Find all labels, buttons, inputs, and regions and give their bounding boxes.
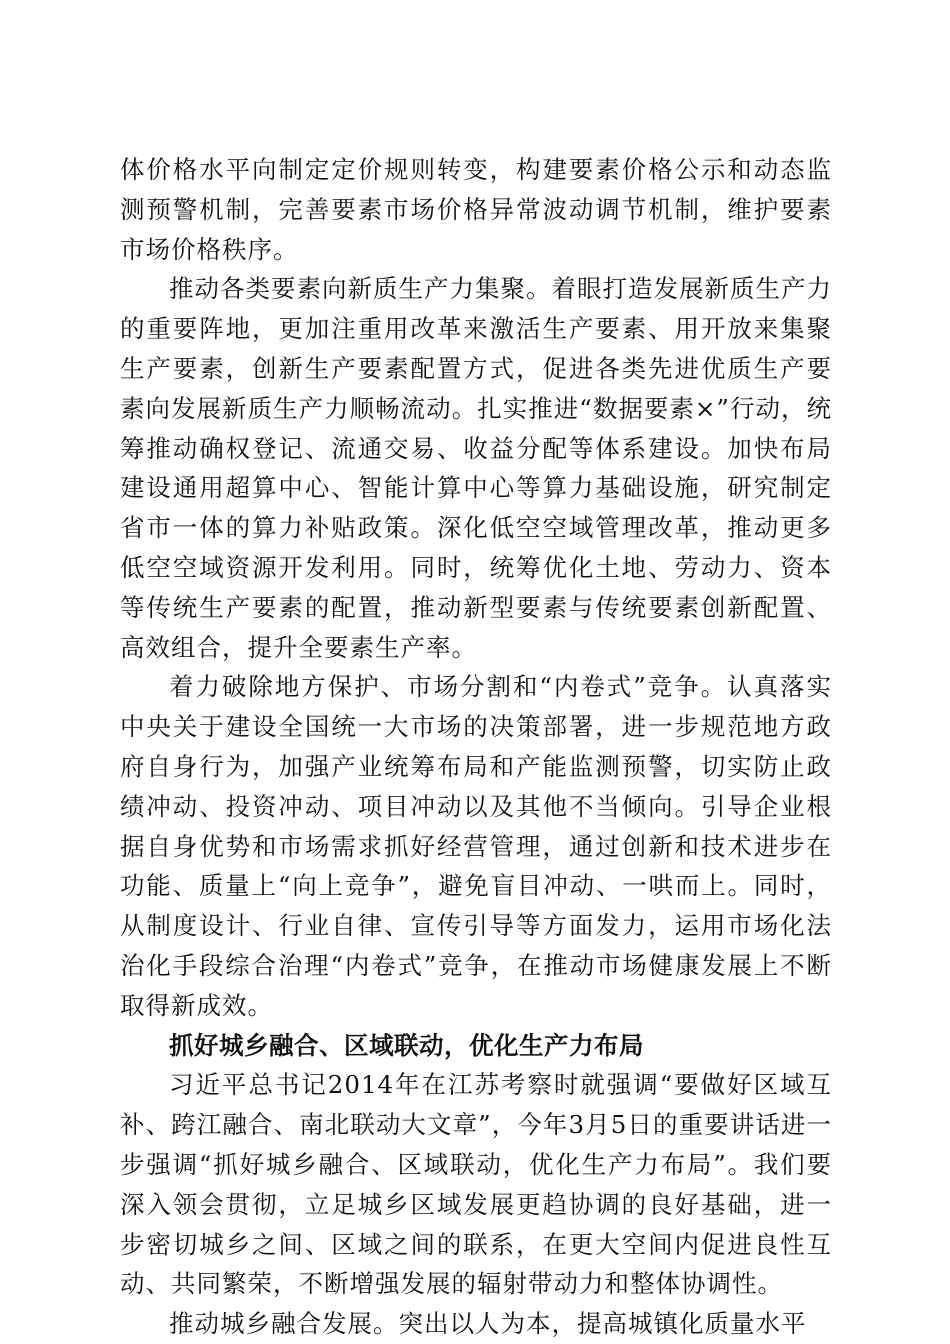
paragraph-regional-coordination: 习近平总书记2014年在江苏考察时就强调“要做好区域互补、跨江融合、南北联动大文章”，今年3月5日的重要讲话进一步强调“抓好城乡融合、区域联动，优化生产力布局”。我们要深入领会贯彻，立足城乡区域发展更趋协调的良好基础，进一步密切城乡之间、区域之间的联系，在更大空间内促进良性互动、共同繁荣，不断增强发展的辐射带动力和整体协调性。 [120, 1070, 832, 1299]
document-page [120, 150, 832, 1344]
paragraph-price-mechanism: 体价格水平向制定定价规则转变，构建要素价格公示和动态监测预警机制，完善要素市场价格异常波动调节机制，维护要素市场价格秩序。 [120, 155, 832, 264]
section-heading: 抓好城乡融合、区域联动，优化生产力布局 [169, 1030, 644, 1060]
paragraph-urban-rural-integration: 推动城乡融合发展。突出以人为本，提高城镇化质量水平 [169, 1309, 807, 1339]
paragraph-new-productivity-factors: 推动各类要素向新质生产力集聚。着眼打造发展新质生产力的重要阵地，更加注重用改革来激活生产要素、用开放来集聚生产要素，创新生产要素配置方式，促进各类先进优质生产要素向发展新质生产力顺畅流动。扎实推进“数据要素×”行动，统筹推动确权登记、流通交易、收益分配等体系建设。加快布局建设通用超算中心、智能计算中心等算力基础设施，研究制定省市一体的算力补贴政策。深化低空空域管理改革，推动更多低空空域资源开发利用。同时，统筹优化土地、劳动力、资本等传统生产要素的配置，推动新型要素与传统要素创新配置、高效组合，提升全要素生产率。 [120, 274, 832, 662]
paragraph-local-protection: 着力破除地方保护、市场分割和“内卷式”竞争。认真落实中央关于建设全国统一大市场的决策部署，进一步规范地方政府自身行为，加强产业统筹布局和产能监测预警，切实防止政绩冲动、投资冲动、项目冲动以及其他不当倾向。引导企业根据自身优势和市场需求抓好经营管理，通过创新和技术进步在功能、质量上“向上竞争”，避免盲目冲动、一哄而上。同时，从制度设计、行业自律、宣传引导等方面发力，运用市场化法治化手段综合治理“内卷式”竞争，在推动市场健康发展上不断取得新成效。 [120, 672, 832, 1020]
